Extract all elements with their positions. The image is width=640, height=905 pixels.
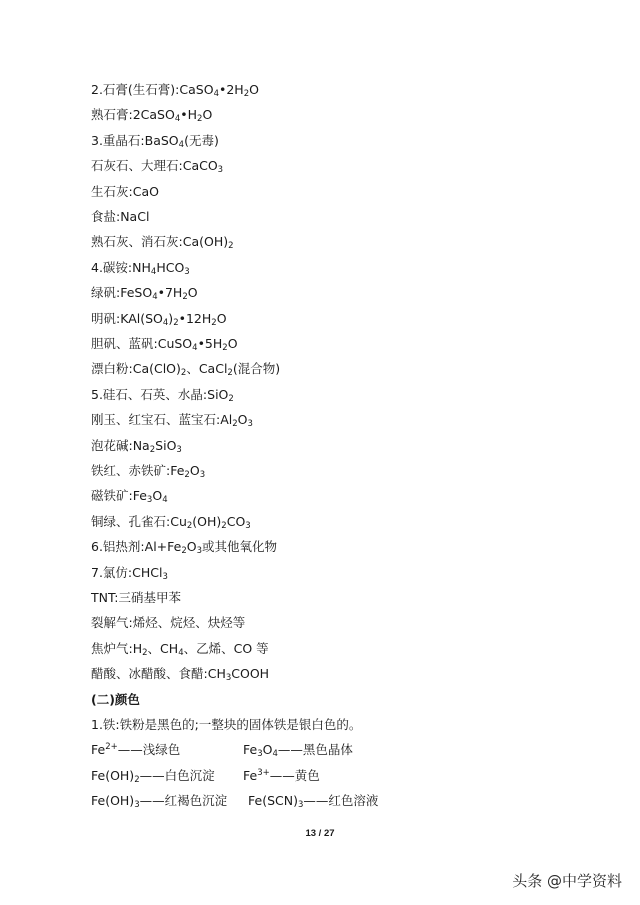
text-line: $Fe(OH)_3——$红褐色沉淀 $Fe(SCN)_3——$红色溶液 — [91, 793, 379, 810]
watermark: 头条 @中学资料 — [508, 868, 626, 893]
text-line: TNT:三硝基甲苯 — [91, 590, 181, 605]
text-line: 5.硅石、石英、水晶:SiO$_2$ — [91, 387, 234, 404]
text-line: 6.铝热剂$:Al+Fe_2O_3$或其他氧化物 — [91, 539, 278, 556]
text-line: 食盐:NaCl — [91, 209, 150, 224]
text-line: 2.石膏(生石膏)$:CaSO_4•2H_2O$ — [91, 82, 259, 99]
text-line: 裂解气:烯烃、烷烃、炔烃等 — [91, 615, 246, 630]
text-line: 醋酸、冰醋酸、食醋$:CH_3COOH$ — [91, 666, 270, 683]
text-line: 泡花碱$:Na_2SiO_3$ — [91, 438, 182, 455]
text-line: 刚玉、红宝石、蓝宝石$:Al_2O_3$ — [91, 412, 253, 429]
text-line: 3.重晶石:BaSO$_4$(无毒) — [91, 133, 219, 150]
text-line: 漂白粉$:Ca(ClO)_2$、CaCl$_2$(混合物) — [91, 361, 281, 378]
page-number: 13 / 27 — [305, 828, 335, 839]
text-line: 4.碳铵$:NH_4HCO_3$ — [91, 260, 190, 277]
text-line: 胆矾、蓝矾$:CuSO_4•5H_2O$ — [91, 336, 238, 353]
text-line: 焦炉气$:H_2$、$CH_4$、乙烯、CO 等 — [91, 641, 269, 658]
text-line: 生石灰:CaO — [91, 184, 159, 199]
text-line: 绿矾$:FeSO_4•7H_2O$ — [91, 285, 198, 302]
text-line: 1.铁:铁粉是黑色的;一整块的固体铁是银白色的。 — [91, 717, 362, 732]
text-line: 熟石膏$:2CaSO_4•H_2O$ — [91, 107, 213, 124]
section-heading: (二)颜色 — [91, 692, 140, 707]
text-line: 7.氯仿:CHCl$_3$ — [91, 565, 168, 582]
text-line: 明矾$:KAl(SO_4)_2•12H_2O$ — [91, 311, 227, 328]
text-line: $Fe(OH)_2——$白色沉淀 $Fe^{3+}——$黄色 — [91, 768, 320, 785]
text-line: $Fe^{2+}——$浅绿色 $Fe_3O_4——$黑色晶体 — [91, 742, 353, 759]
text-line-second-column: $Fe(SCN)_3——$红色溶液 — [248, 793, 379, 810]
text-line: 熟石灰、消石灰$:Ca(OH)_2$ — [91, 234, 234, 251]
text-line: 磁铁矿$:Fe_3O_4$ — [91, 488, 168, 505]
text-line-second-column: $Fe^{3+}——$黄色 — [243, 768, 320, 783]
text-line: 铁红、赤铁矿$:Fe_2O_3$ — [91, 463, 206, 480]
text-line-second-column: $Fe_3O_4——$黑色晶体 — [243, 742, 353, 759]
text-line: 石灰石、大理石:CaCO$_3$ — [91, 158, 224, 175]
text-line: 铜绿、孔雀石$:Cu_2(OH)_2CO_3$ — [91, 514, 251, 531]
